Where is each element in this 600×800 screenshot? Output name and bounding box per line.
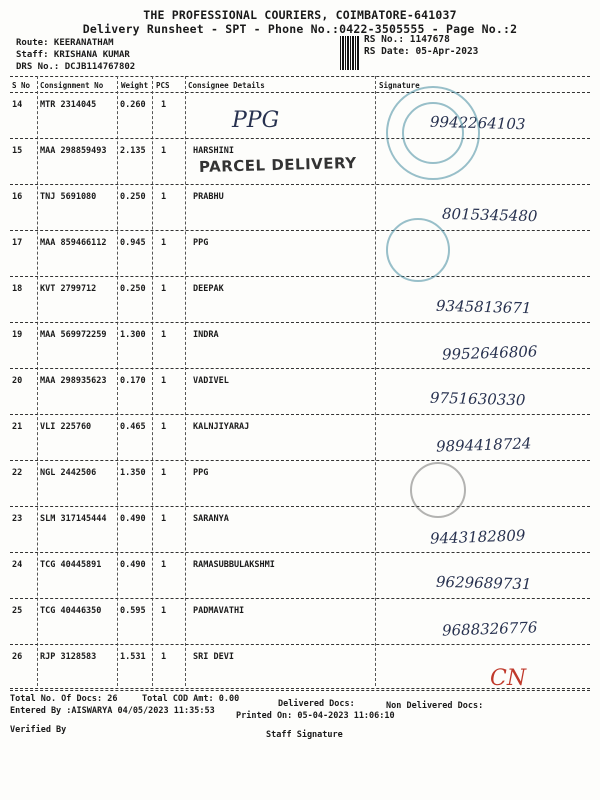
row-separator (10, 506, 590, 507)
row-consignment-no: MAA 569972259 (40, 330, 107, 340)
row-weight: 0.260 (120, 100, 146, 110)
row-consignee: INDRA (193, 330, 219, 340)
col-pcs: PCS (156, 81, 170, 90)
col-weight: Weight (121, 81, 149, 90)
row-consignee: PPG (193, 238, 209, 248)
row-consignee: SRI DEVI (193, 652, 234, 662)
row-sno: 21 (12, 422, 23, 432)
row-weight: 0.595 (120, 606, 146, 616)
row-pcs: 1 (161, 238, 167, 248)
row-separator (10, 276, 590, 277)
row-consignee: PADMAVATHI (193, 606, 245, 616)
row-separator (10, 414, 590, 415)
row-consignment-no: MTR 2314045 (40, 100, 97, 110)
col-divider (185, 76, 186, 686)
printed-on: Printed On: 05-04-2023 11:06:10 (236, 711, 395, 721)
row-consignment-no: TCG 40446350 (40, 606, 102, 616)
row-sno: 14 (12, 100, 23, 110)
row-consignee: PPG (193, 468, 209, 478)
company-title: THE PROFESSIONAL COURIERS, COIMBATORE-641037 (143, 8, 457, 22)
non-delivered-docs: Non Delivered Docs: (386, 701, 484, 711)
header-bottom-rule (10, 92, 590, 93)
total-docs: Total No. Of Docs: 26 (10, 694, 118, 704)
row-signature: 9751630330 (429, 388, 526, 410)
col-sno: S No (12, 81, 31, 90)
row-pcs: 1 (161, 514, 167, 524)
row-signature: 9942264103 (429, 112, 526, 134)
row-consignee: VADIVEL (193, 376, 229, 386)
row-weight: 2.135 (120, 146, 146, 156)
row-weight: 1.300 (120, 330, 146, 340)
row-pcs: 1 (161, 606, 167, 616)
route-label: Route: KEERANATHAM (16, 38, 114, 48)
row-sno: 19 (12, 330, 23, 340)
company-seal-inner (402, 102, 464, 164)
col-signature: Signature (379, 81, 420, 90)
entered-by: Entered By :AISWARYA 04/05/2023 11:35:53 (10, 706, 215, 716)
row-consignment-no: TCG 40445891 (40, 560, 102, 570)
col-consignee: Consignee Details (188, 81, 265, 90)
footer-rule (10, 688, 590, 689)
row-consignee: KALNJIYARAJ (193, 422, 250, 432)
col-consignment: Consignment No (40, 81, 104, 90)
rs-date-label: RS Date: 05-Apr-2023 (364, 46, 479, 57)
row-sno: 24 (12, 560, 23, 570)
delivered-docs: Delivered Docs: (278, 699, 355, 709)
row-pcs: 1 (161, 192, 167, 202)
col-divider (375, 76, 376, 686)
row-sno: 22 (12, 468, 23, 478)
row-sno: 17 (12, 238, 23, 248)
row-separator (10, 598, 590, 599)
row-consignee: RAMASUBBULAKSHMI (193, 560, 275, 570)
row-weight: 0.465 (120, 422, 146, 432)
row-weight: 0.490 (120, 560, 146, 570)
row-signature: 9629689731 (435, 572, 532, 594)
row-consignee: HARSHINI (193, 146, 234, 156)
row-separator (10, 184, 590, 185)
row-weight: 0.170 (120, 376, 146, 386)
row-consignment-no: MAA 859466112 (40, 238, 107, 248)
row-signature: 9688326776 (441, 618, 538, 640)
runsheet-subtitle: Delivery Runsheet - SPT - Phone No.:0422-3505555 - Page No.:2 (82, 22, 518, 36)
round-stamp (410, 462, 466, 518)
row-separator (10, 368, 590, 369)
col-divider (152, 76, 153, 686)
row-weight: 0.250 (120, 284, 146, 294)
row-sno: 16 (12, 192, 23, 202)
row-sno: 15 (12, 146, 23, 156)
row-sno: 25 (12, 606, 23, 616)
row-pcs: 1 (161, 330, 167, 340)
handwritten-initials: PPG (232, 108, 280, 133)
row-signature: 9345813671 (435, 296, 532, 318)
row-consignment-no: SLM 317145444 (40, 514, 107, 524)
row-consignment-no: TNJ 5691080 (40, 192, 97, 202)
row-separator (10, 138, 590, 139)
row-pcs: 1 (161, 468, 167, 478)
row-signature: 8015345480 (441, 204, 538, 226)
col-divider (117, 76, 118, 686)
row-consignee: DEEPAK (193, 284, 224, 294)
row-separator (10, 322, 590, 323)
row-signature: 9952646806 (441, 342, 538, 364)
cn-mark: CN (490, 666, 527, 691)
row-consignee: PRABHU (193, 192, 224, 202)
row-separator (10, 644, 590, 645)
row-weight: 0.250 (120, 192, 146, 202)
row-consignee: SARANYA (193, 514, 229, 524)
row-sno: 20 (12, 376, 23, 386)
row-consignment-no: VLI 225760 (40, 422, 92, 432)
row-separator (10, 230, 590, 231)
row-weight: 1.531 (120, 652, 146, 662)
row-pcs: 1 (161, 652, 167, 662)
row-sno: 23 (12, 514, 23, 524)
row-weight: 1.350 (120, 468, 146, 478)
round-stamp (386, 218, 450, 282)
verified-by: Verified By (10, 725, 67, 735)
row-separator (10, 460, 590, 461)
staff-signature: Staff Signature (266, 730, 343, 740)
row-consignment-no: KVT 2799712 (40, 284, 97, 294)
row-pcs: 1 (161, 422, 167, 432)
col-divider (37, 76, 38, 686)
row-consignment-no: RJP 3128583 (40, 652, 97, 662)
total-cod: Total COD Amt: 0.00 (142, 694, 240, 704)
row-signature: 9443182809 (429, 526, 526, 548)
row-pcs: 1 (161, 560, 167, 570)
barcode (340, 36, 360, 70)
row-consignment-no: MAA 298935623 (40, 376, 107, 386)
drs-label: DRS No.: DCJB114767802 (16, 62, 136, 72)
parcel-delivery-stamp: PARCEL DELIVERY (198, 153, 357, 177)
row-pcs: 1 (161, 376, 167, 386)
row-weight: 0.945 (120, 238, 146, 248)
row-consignment-no: MAA 298859493 (40, 146, 107, 156)
row-pcs: 1 (161, 284, 167, 294)
header-top-rule (10, 76, 590, 77)
row-sno: 18 (12, 284, 23, 294)
row-pcs: 1 (161, 146, 167, 156)
row-separator (10, 552, 590, 553)
rs-no-label: RS No.: 1147678 (364, 34, 450, 45)
row-pcs: 1 (161, 100, 167, 110)
row-consignment-no: NGL 2442506 (40, 468, 97, 478)
row-signature: 9894418724 (435, 434, 532, 456)
staff-label: Staff: KRISHANA KUMAR (16, 50, 130, 60)
row-weight: 0.490 (120, 514, 146, 524)
row-sno: 26 (12, 652, 23, 662)
